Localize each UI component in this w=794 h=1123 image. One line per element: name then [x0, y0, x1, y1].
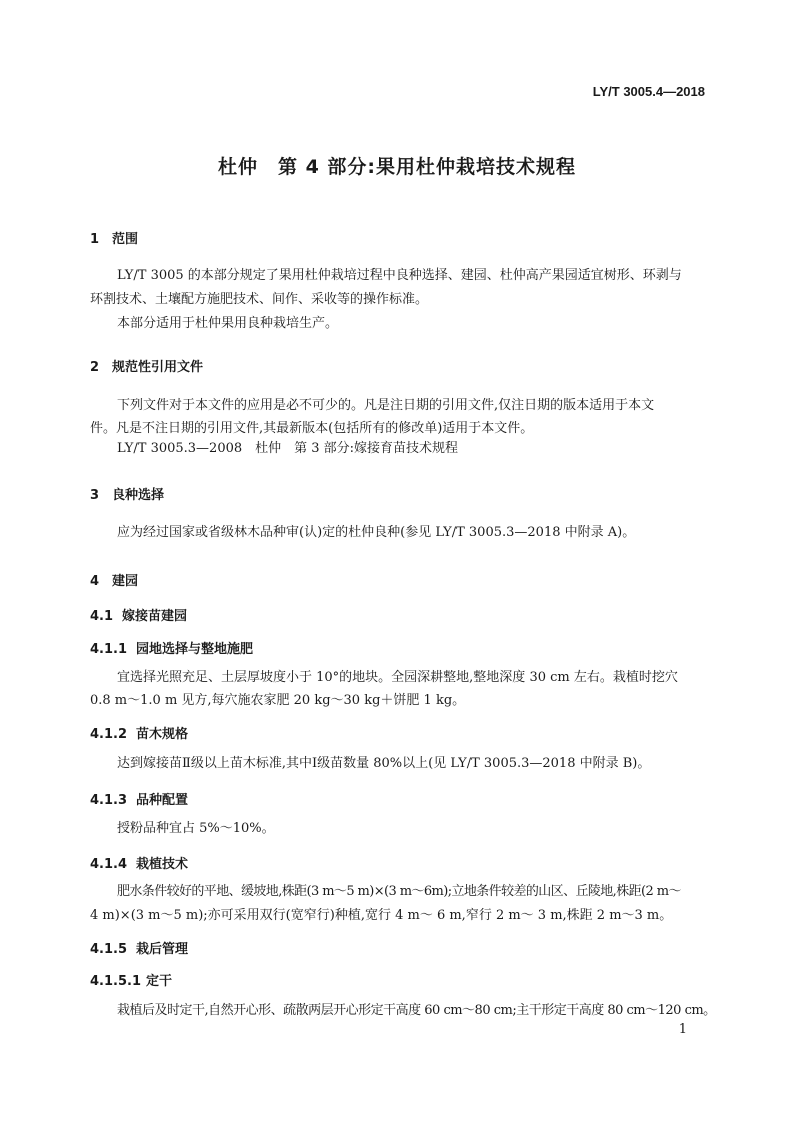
section-4-1-4-paragraph-line-2: 4 m)×(3 m～5 m);亦可采用双行(宽窄行)种植,宽行 4 m～ 6 m,窄行 2 m～ 3 m,株距 2 m～3 m。: [90, 908, 673, 923]
section-title: 栽植技术: [136, 857, 189, 872]
section-2-heading: [90, 356, 203, 375]
section-2-paragraph-1-line-2: 件。凡是不注日期的引用文件,其最新版本(包括所有的修改单)适用于本文件。: [90, 421, 534, 436]
section-4-1-3-paragraph: 授粉品种宜占 5%～10%。: [117, 821, 275, 836]
section-title: 定干: [146, 974, 173, 989]
section-2-paragraph-1-line-1: 下列文件对于本文件的应用是必不可少的。凡是注日期的引用文件,仅注日期的版本适用于本文: [117, 398, 655, 413]
section-number: 4.1: [90, 609, 114, 624]
section-3-paragraph: 应为经过国家或省级林木品种审(认)定的杜仲良种(参见 LY/T 3005.3—2018 中附录 A)。: [117, 525, 636, 540]
section-title: 范围: [112, 232, 139, 247]
section-title: 栽后管理: [136, 942, 189, 957]
standard-number: LY/T 3005.4—2018: [592, 84, 705, 99]
section-number: 2: [90, 360, 100, 375]
section-number: 4.1.3: [90, 793, 128, 808]
section-4-1-1-heading: [90, 638, 253, 657]
section-title: 园地选择与整地施肥: [136, 642, 254, 657]
section-4-1-4-paragraph-line-1: 肥水条件较好的平地、缓坡地,株距(3 m～5 m)×(3 m～6m);立地条件较差的山区、丘陵地,株距(2 m～: [117, 884, 681, 899]
section-number: 4.1.2: [90, 727, 128, 742]
section-number: 4: [90, 574, 100, 589]
section-4-1-1-paragraph-line-1: 宜选择光照充足、土层厚坡度小于 10°的地块。全园深耕整地,整地深度 30 cm 左右。栽植时挖穴: [117, 670, 678, 685]
section-4-heading: [90, 570, 138, 589]
section-3-heading: [90, 484, 164, 503]
document-title: 杜仲 第 4 部分:果用杜仲栽培技术规程: [217, 156, 577, 178]
section-4-1-2-paragraph: 达到嫁接苗Ⅱ级以上苗木标准,其中Ⅰ级苗数量 80%以上(见 LY/T 3005.3—2018 中附录 B)。: [117, 756, 651, 771]
section-title: 品种配置: [136, 793, 189, 808]
section-title: 苗木规格: [136, 727, 189, 742]
section-number: 1: [90, 232, 100, 247]
section-number: 4.1.4: [90, 857, 128, 872]
section-4-1-5-1-heading: [90, 970, 172, 989]
section-1-paragraph-2: 本部分适用于杜仲果用良种栽培生产。: [117, 316, 339, 331]
section-title: 嫁接苗建园: [122, 609, 188, 624]
section-4-1-5-1-paragraph: 栽植后及时定干,自然开心形、疏散两层开心形定干高度 60 cm～80 cm;主干形定干高度 80 cm～120 cm。: [117, 1003, 716, 1018]
section-4-1-heading: [90, 605, 187, 624]
section-number: 4.1.5.1: [90, 974, 141, 989]
section-1-paragraph-1-line-2: 环割技术、土壤配方施肥技术、间作、采收等的操作标准。: [90, 292, 429, 307]
section-title: 规范性引用文件: [112, 360, 204, 375]
section-number: 4.1.5: [90, 942, 128, 957]
section-1-heading: [90, 228, 138, 247]
page-number: 1: [678, 1022, 687, 1037]
section-title: 良种选择: [112, 488, 165, 503]
section-4-1-1-paragraph-line-2: 0.8 m～1.0 m 见方,每穴施农家肥 20 kg～30 kg＋饼肥 1 kg。: [90, 693, 466, 708]
section-1-paragraph-1-line-1: LY/T 3005 的本部分规定了果用杜仲栽培过程中良种选择、建园、杜仲高产果园适宜树形、环剥与: [117, 268, 682, 283]
section-4-1-5-heading: [90, 938, 188, 957]
section-4-1-2-heading: [90, 723, 188, 742]
section-4-1-4-heading: [90, 853, 188, 872]
section-4-1-3-heading: [90, 789, 188, 808]
section-title: 建园: [112, 574, 139, 589]
section-number: 3: [90, 488, 100, 503]
normative-reference: LY/T 3005.3—2008 杜仲 第 3 部分:嫁接育苗技术规程: [117, 441, 459, 456]
section-number: 4.1.1: [90, 642, 128, 657]
